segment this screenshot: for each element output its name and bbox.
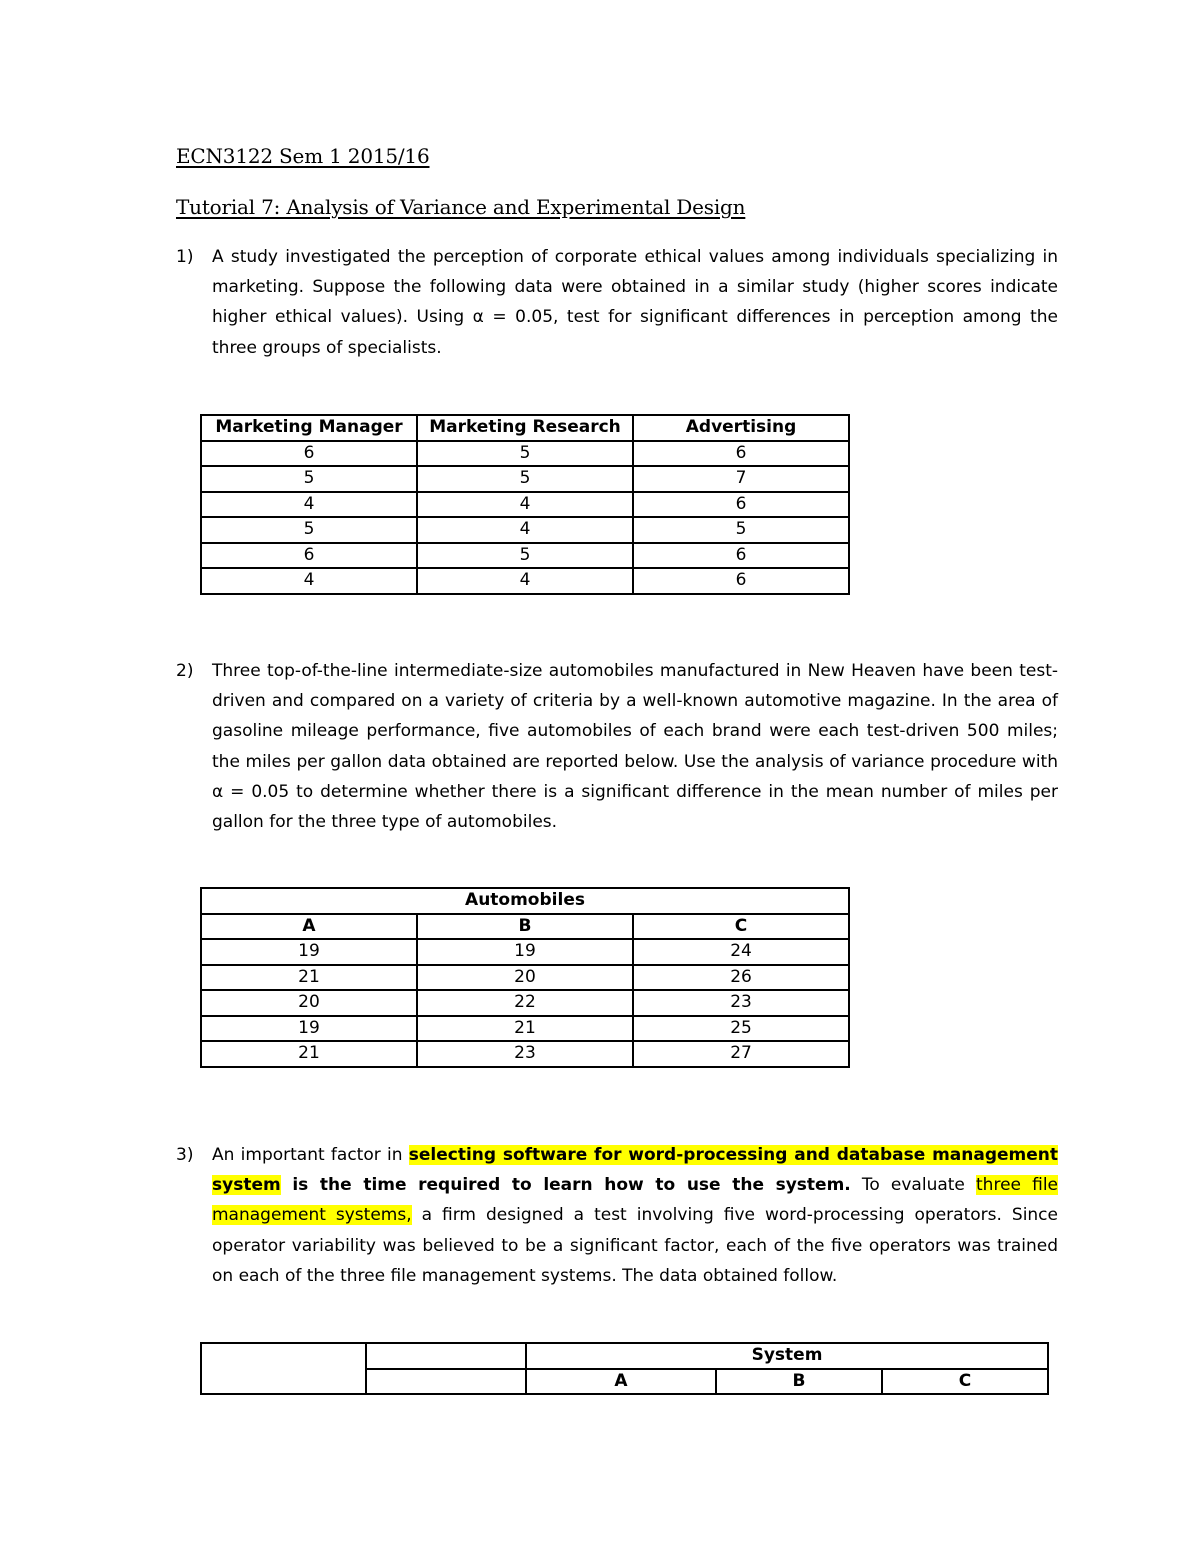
table-row <box>201 543 849 569</box>
table-cell: 5 <box>201 466 417 492</box>
table-cell: 4 <box>201 568 417 594</box>
table-cell: 7 <box>633 466 849 492</box>
question-1 <box>176 242 1058 363</box>
table-row <box>201 990 849 1016</box>
question-3-bold: is the time required to learn how to use the system. <box>280 1175 851 1196</box>
table-cell: 4 <box>201 492 417 518</box>
table-cell-empty <box>366 1369 526 1395</box>
table-cell: 23 <box>417 1041 633 1067</box>
question-3-highlight-bold: selecting software for word-processing and database management system <box>212 1145 1058 1196</box>
header-c: C <box>633 914 849 940</box>
table-automobiles <box>200 887 850 1068</box>
question-3-highlight: three file management systems, <box>212 1175 1058 1226</box>
table-cell-empty <box>366 1343 526 1369</box>
table-header-row <box>201 914 849 940</box>
header-b: B <box>417 914 633 940</box>
question-2-text: Three top-of-the-line intermediate-size automobiles manufactured in New Heaven have been test-driven and compared on a variety of criteria by a well-known automotive magazine. In the area of gasoline mileage performance, five automobiles of each brand were each test-driven 500 miles; the miles per gallon data obtained are reported below. Use the analysis of variance procedure with α = 0.05 to determine whether there is a significant difference in the mean number of miles per gallon for the three type of automobiles. <box>212 661 1058 833</box>
table-cell: 22 <box>417 990 633 1016</box>
table-cell: 5 <box>417 441 633 467</box>
header-marketing-research: Marketing Research <box>417 415 633 441</box>
table-cell: 6 <box>633 441 849 467</box>
table-row <box>201 568 849 594</box>
table-cell: 21 <box>201 965 417 991</box>
table-cell: 20 <box>417 965 633 991</box>
table-cell-empty <box>201 1343 366 1394</box>
table-group-header-row <box>201 888 849 914</box>
table-cell: 6 <box>201 543 417 569</box>
table-cell: 21 <box>417 1016 633 1042</box>
table-systems <box>200 1342 1049 1395</box>
question-3-text <box>212 1140 1058 1291</box>
table-ethical-values <box>200 414 850 595</box>
table-cell: 6 <box>633 492 849 518</box>
tutorial-title: Tutorial 7: Analysis of Variance and Experimental Design <box>176 195 746 219</box>
table-cell: 21 <box>201 1041 417 1067</box>
question-3-text-part-3: a firm designed a test involving five word-processing operators. Since operator variability was believed to be a significant factor, each of the five operators was trained on each of the three file management systems. The data obtained follow. <box>212 1205 1058 1286</box>
question-1-text: A study investigated the perception of corporate ethical values among individuals specializing in marketing. Suppose the following data were obtained in a similar study (higher scores indicate higher ethical values). Using α = 0.05, test for significant differences in perception among the three groups of specialists. <box>212 247 1058 358</box>
table-cell: 4 <box>417 568 633 594</box>
table-header-row <box>201 415 849 441</box>
table-cell: 19 <box>417 939 633 965</box>
question-2 <box>176 656 1058 837</box>
header-advertising: Advertising <box>633 415 849 441</box>
table-cell: 5 <box>633 517 849 543</box>
table-cell: 6 <box>201 441 417 467</box>
table-cell: 19 <box>201 939 417 965</box>
table-cell: 5 <box>201 517 417 543</box>
header-system: System <box>526 1343 1048 1369</box>
table-row <box>201 441 849 467</box>
table-row <box>201 1016 849 1042</box>
table-cell: 20 <box>201 990 417 1016</box>
header-marketing-manager: Marketing Manager <box>201 415 417 441</box>
header-a: A <box>201 914 417 940</box>
table-cell: 5 <box>417 543 633 569</box>
table-cell: 4 <box>417 517 633 543</box>
table-cell: 4 <box>417 492 633 518</box>
table-cell: 19 <box>201 1016 417 1042</box>
course-title: ECN3122 Sem 1 2015/16 <box>176 144 430 168</box>
question-3-number: 3) <box>176 1145 194 1165</box>
header-automobiles: Automobiles <box>201 888 849 914</box>
table-row <box>201 466 849 492</box>
question-3 <box>176 1140 1058 1291</box>
table-row <box>201 517 849 543</box>
question-3-text-part-1: An important factor in <box>212 1145 409 1165</box>
table-cell: 23 <box>633 990 849 1016</box>
table-row <box>201 939 849 965</box>
table-row <box>201 1041 849 1067</box>
table-cell: 5 <box>417 466 633 492</box>
table-group-header-row <box>201 1343 1048 1369</box>
table-cell: 27 <box>633 1041 849 1067</box>
table-row <box>201 492 849 518</box>
header-b: B <box>716 1369 882 1395</box>
table-cell: 24 <box>633 939 849 965</box>
table-cell: 6 <box>633 543 849 569</box>
question-1-number: 1) <box>176 247 194 267</box>
table-cell: 6 <box>633 568 849 594</box>
question-2-number: 2) <box>176 661 194 681</box>
table-cell: 25 <box>633 1016 849 1042</box>
header-a: A <box>526 1369 716 1395</box>
table-row <box>201 965 849 991</box>
table-cell: 26 <box>633 965 849 991</box>
header-c: C <box>882 1369 1048 1395</box>
question-3-text-part-2: To evaluate <box>850 1175 977 1196</box>
